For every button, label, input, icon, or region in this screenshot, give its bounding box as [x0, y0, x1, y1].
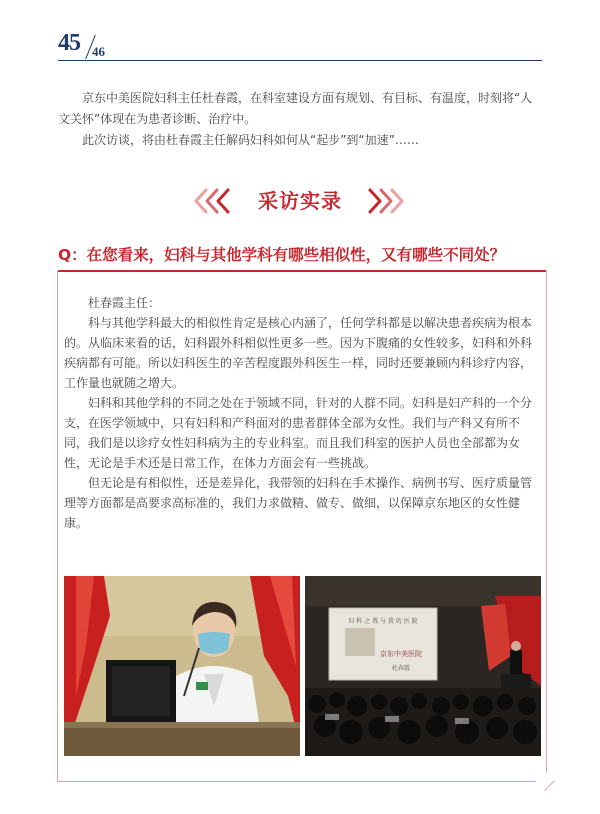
- section-title: 采访实录: [258, 189, 342, 213]
- answer-paragraph: 妇科和其他学科的不同之处在于领域不同，针对的人群不同。妇科是妇产科的一个分支，在医学领域中，只有妇科和产科面对的患者群体全部为女性。我们与产科又有所不同，我们是以诊疗女性妇科病为主的专业科室。而且我们科室的医护人员也全部都为女性，无论是手术还是日常工作，在体力方面会有一些挑战。: [64, 396, 533, 470]
- page-number: [58, 30, 105, 59]
- lecture-screen-title: 妇 科 之 我 与 我 的 医 院: [348, 618, 418, 625]
- intro-text: [58, 88, 542, 151]
- page-number-total: 46: [92, 44, 105, 59]
- section-heading: [0, 186, 600, 216]
- lecture-screen-hospital: 京东中美医院: [380, 650, 422, 658]
- intro-paragraph: 京东中美医院妇科主任杜春霞，在科室建设方面有规划、有目标、有温度，时刻将“人文关怀”体现在为患者诊断、治疗中。: [58, 91, 533, 126]
- doctor-photo-image: [64, 576, 300, 756]
- intro-paragraph: 此次访谈，将由杜春霞主任解码妇科如何从“起步”到“加速”……: [82, 133, 419, 147]
- speaker-label: 杜春霞主任：: [88, 296, 161, 310]
- interview-question: Q：在您看来，妇科与其他学科有哪些相似性，又有哪些不同处？: [58, 246, 506, 264]
- lecture-screen-speaker: 杜春霞: [391, 665, 410, 672]
- answer-text: [64, 293, 540, 533]
- chevrons-right-icon: [348, 186, 408, 216]
- lecture-screen-text: [329, 608, 437, 680]
- page-number-current: 45: [58, 30, 80, 56]
- answer-paragraph: 但无论是有相似性，还是差异化，我带领的妇科在手术操作、病例书写、医疗质量管理等方面都是高要求高标准的，我们力求做精、做专、做细，以保障京东地区的女性健康。: [64, 476, 533, 530]
- photo-lecture-hall: [305, 576, 541, 756]
- photo-doctor-speaking: [64, 576, 300, 756]
- header-rule: [58, 60, 542, 61]
- answer-paragraph: 科与其他学科最大的相似性肯定是核心内涵了，任何学科都是以解决患者疾病为根本的。从临床来看的话，妇科跟外科相似性更多一些。因为下腹痛的女性较多，妇科和外科疾病都有可能。所以妇科医生的辛苦程度跟外科医生一样，同时还要兼顾内科诊疗内容，工作量也就随之增大。: [64, 316, 533, 390]
